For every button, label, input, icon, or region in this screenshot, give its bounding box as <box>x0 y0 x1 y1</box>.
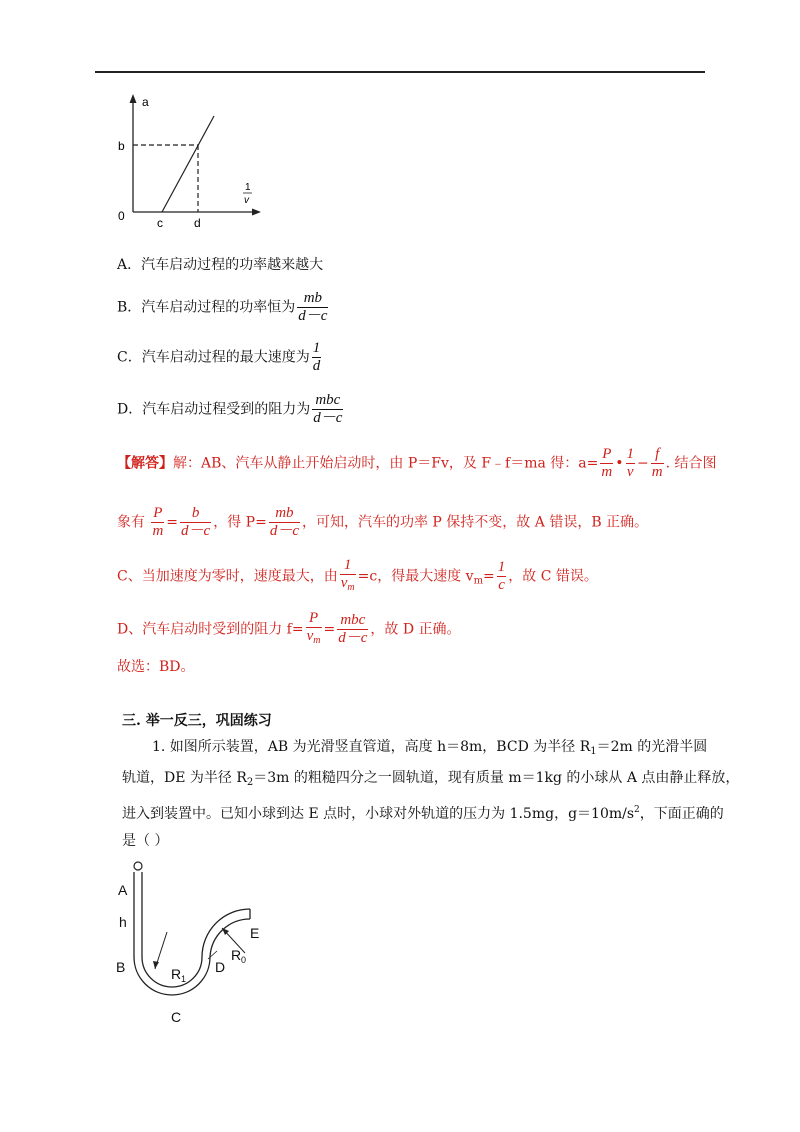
label-x-num: 1 <box>245 182 251 193</box>
section-heading: 三. 举一反三，巩固练习 <box>122 713 272 729</box>
label-c: c <box>157 216 163 230</box>
option-b: B．汽车启动过程的功率恒为 $\frac{mb}{d-c}$ <box>117 290 328 324</box>
question-line-1: 1. 如图所示装置，AB 为光滑竖直管道，高度 h＝8m，BCD 为半径 $R_1=2m$ 的光滑半圆 <box>152 739 708 757</box>
track-outer <box>134 872 250 995</box>
label-origin: 0 <box>118 209 125 223</box>
label-A: A <box>118 882 128 898</box>
solution-line-4: D、汽车启动时受到的阻力 f= $\frac{P}{v_m}$ = $\frac{\text{mbc}}{d-c}$ ，故 D 正确。 <box>117 610 461 646</box>
d-marker <box>208 951 217 959</box>
y-axis-arrow <box>130 94 137 103</box>
label-a: a <box>142 95 149 109</box>
acceleration-graph <box>110 88 270 233</box>
solution-answer: 故选：BD。 <box>117 659 195 675</box>
option-a: A．汽车启动过程的功率越来越大 <box>117 257 324 273</box>
question-line-3: 进入到装置中。已知小球到达 E 点时，小球对外轨道的压力为 1.5mg，$g=10m/s^2$，下面正确的 <box>122 805 724 822</box>
label-d: d <box>194 216 201 230</box>
label-b: b <box>118 139 125 153</box>
label-x-den: v <box>244 195 249 206</box>
option-c: C．汽车启动过程的最大速度为 $\frac{1}{d}$ <box>117 340 321 374</box>
ball <box>134 862 142 870</box>
x-axis-arrow <box>252 209 261 216</box>
solution-line-2: 象有 $\frac{P}{m}$ = $\frac{b}{d-c}$ ，得 P= $\frac{mb}{d-c}$ ，可知，汽车的功率 P 保持不变，故 A 错误，B 正确。 <box>117 505 649 539</box>
header-rule <box>95 71 705 73</box>
label-D: D <box>215 959 226 975</box>
label-C: C <box>171 1009 182 1025</box>
label-h: h <box>119 914 127 930</box>
track-diagram <box>105 855 280 1025</box>
option-d: D．汽车启动过程受到的阻力为 $\frac{\text{mbc}}{d-c}$ <box>117 392 343 426</box>
label-B: B <box>116 959 126 975</box>
label-R1: R <box>171 966 182 982</box>
label-E: E <box>250 925 260 941</box>
solution-line-1: 【解答】解：AB、汽车从静止开始启动时，由 P＝Fv，及 F﹣f＝ma 得：a= $\frac{P}{m}$ • $\frac{1}{v}$ − $\frac{f}{m}$ . 结合图 <box>117 446 717 480</box>
label-R0: R <box>231 947 242 963</box>
track-inner <box>142 872 250 987</box>
question-line-4: 是（ ） <box>122 833 169 849</box>
graph-line <box>162 116 214 212</box>
label-R1-sub: 1 <box>181 974 187 984</box>
label-R0-sub: 0 <box>241 955 247 965</box>
question-line-2: 轨道，DE 为半径 $R_2=3m$ 的粗糙四分之一圆轨道，现有质量 m＝1kg 的小球从 A 点由静止释放， <box>122 770 740 788</box>
solution-line-3: C、当加速度为零时，速度最大，由 $\frac{1}{v_m}$ =c，得最大速度 $v_m=$ $\frac{1}{c}$ ，故 C 错误。 <box>117 557 598 593</box>
